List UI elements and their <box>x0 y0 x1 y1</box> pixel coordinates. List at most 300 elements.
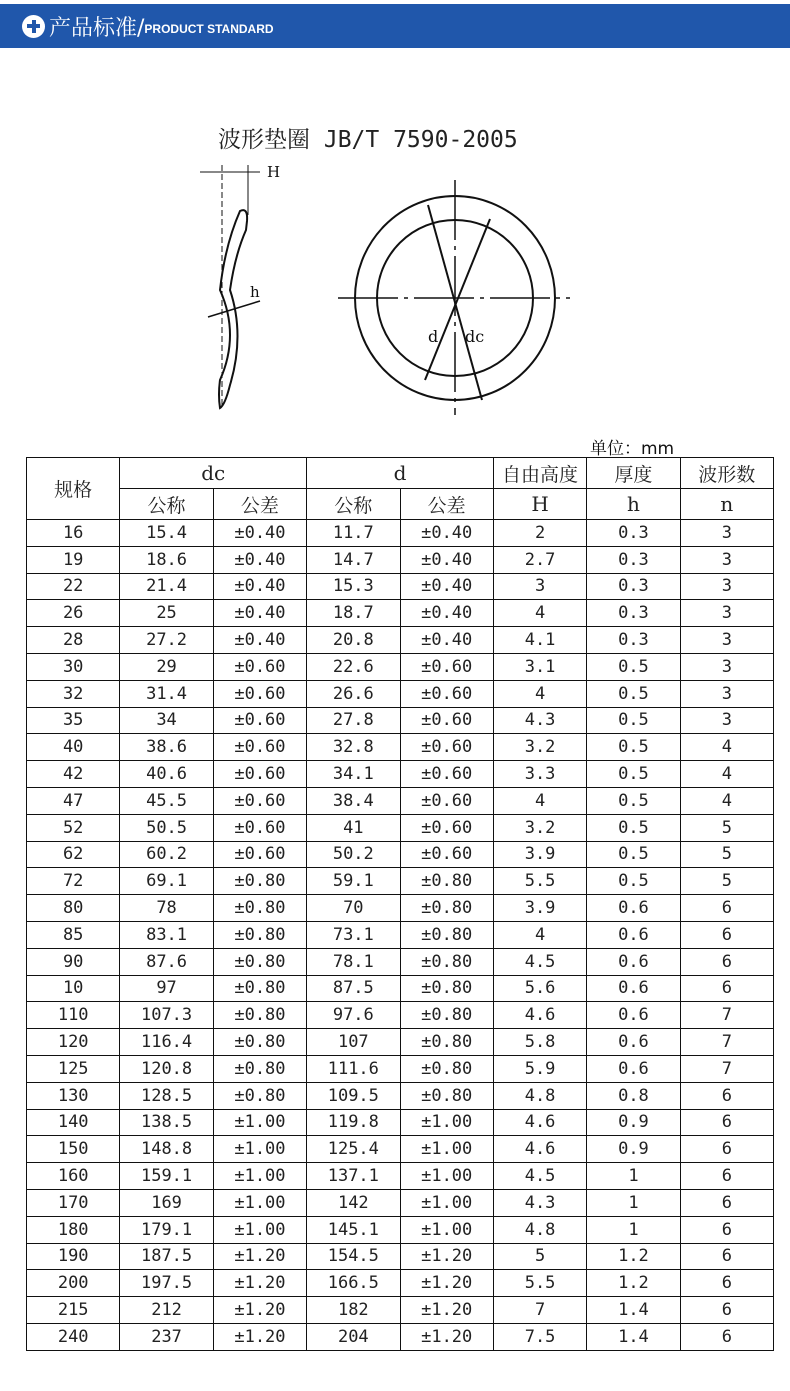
cell-spec: 240 <box>27 1323 120 1350</box>
cell-free-height: 4 <box>493 680 586 707</box>
cell-dc-nominal: 159.1 <box>120 1163 213 1190</box>
cell-free-height: 3.1 <box>493 653 586 680</box>
wave-washer-drawing <box>190 155 590 415</box>
cell-wave-count: 6 <box>680 948 773 975</box>
cell-d-nominal: 14.7 <box>307 546 400 573</box>
cell-d-tolerance: ±0.80 <box>400 1002 493 1029</box>
cell-wave-count: 6 <box>680 1163 773 1190</box>
cell-dc-tolerance: ±0.60 <box>213 814 306 841</box>
cell-d-nominal: 38.4 <box>307 787 400 814</box>
section-banner <box>0 4 790 48</box>
cell-thickness: 0.5 <box>587 653 680 680</box>
cell-dc-tolerance: ±0.60 <box>213 680 306 707</box>
cell-free-height: 3.2 <box>493 734 586 761</box>
cell-dc-tolerance: ±0.80 <box>213 975 306 1002</box>
cell-wave-count: 6 <box>680 1270 773 1297</box>
cell-spec: 170 <box>27 1189 120 1216</box>
cell-spec: 16 <box>27 520 120 547</box>
cell-wave-count: 6 <box>680 1109 773 1136</box>
cell-d-tolerance: ±0.80 <box>400 948 493 975</box>
table-row <box>27 1189 774 1216</box>
cell-thickness: 0.9 <box>587 1109 680 1136</box>
cell-spec: 42 <box>27 761 120 788</box>
H-label: H <box>267 163 281 181</box>
cell-dc-nominal: 212 <box>120 1297 213 1324</box>
cell-d-nominal: 97.6 <box>307 1002 400 1029</box>
cell-d-nominal: 204 <box>307 1323 400 1350</box>
header-d-nominal: 公称 <box>307 489 400 520</box>
header-dc-tolerance: 公差 <box>213 489 306 520</box>
cell-d-nominal: 20.8 <box>307 627 400 654</box>
table-row <box>27 975 774 1002</box>
front-view <box>338 180 570 415</box>
cell-free-height: 4.8 <box>493 1082 586 1109</box>
cell-dc-tolerance: ±1.20 <box>213 1243 306 1270</box>
cell-spec: 125 <box>27 1055 120 1082</box>
d-label: d <box>428 327 439 346</box>
cell-spec: 190 <box>27 1243 120 1270</box>
cell-free-height: 4 <box>493 787 586 814</box>
cell-d-nominal: 59.1 <box>307 868 400 895</box>
cell-dc-nominal: 45.5 <box>120 787 213 814</box>
cell-dc-tolerance: ±0.40 <box>213 573 306 600</box>
cell-free-height: 3.2 <box>493 814 586 841</box>
cell-dc-tolerance: ±0.60 <box>213 653 306 680</box>
table-row <box>27 895 774 922</box>
table-row <box>27 1323 774 1350</box>
cell-free-height: 3 <box>493 573 586 600</box>
banner-title: 产品标准/ <box>49 15 145 41</box>
header-spec: 规格 <box>27 458 120 520</box>
cell-free-height: 2.7 <box>493 546 586 573</box>
cell-wave-count: 3 <box>680 520 773 547</box>
cell-dc-nominal: 21.4 <box>120 573 213 600</box>
cell-dc-tolerance: ±0.80 <box>213 921 306 948</box>
unit-label: 单位：mm <box>590 439 675 459</box>
cell-free-height: 4.6 <box>493 1002 586 1029</box>
cell-free-height: 4.5 <box>493 1163 586 1190</box>
cell-d-tolerance: ±1.20 <box>400 1323 493 1350</box>
cell-d-tolerance: ±0.40 <box>400 520 493 547</box>
cell-dc-nominal: 116.4 <box>120 1029 213 1056</box>
cell-d-tolerance: ±0.80 <box>400 1055 493 1082</box>
cell-dc-tolerance: ±1.20 <box>213 1297 306 1324</box>
cell-dc-nominal: 15.4 <box>120 520 213 547</box>
cell-d-tolerance: ±0.40 <box>400 600 493 627</box>
table-row <box>27 1216 774 1243</box>
cell-free-height: 4.5 <box>493 948 586 975</box>
cell-dc-tolerance: ±1.00 <box>213 1189 306 1216</box>
cell-wave-count: 4 <box>680 734 773 761</box>
cell-dc-tolerance: ±0.80 <box>213 948 306 975</box>
cell-d-tolerance: ±0.60 <box>400 734 493 761</box>
table-row <box>27 680 774 707</box>
cell-thickness: 0.6 <box>587 948 680 975</box>
cell-dc-nominal: 34 <box>120 707 213 734</box>
table-row <box>27 761 774 788</box>
cell-wave-count: 6 <box>680 1297 773 1324</box>
dc-label: dc <box>465 327 485 346</box>
table-row <box>27 1029 774 1056</box>
cell-d-nominal: 32.8 <box>307 734 400 761</box>
table-row <box>27 546 774 573</box>
cell-wave-count: 7 <box>680 1055 773 1082</box>
cell-d-tolerance: ±0.80 <box>400 975 493 1002</box>
cell-dc-tolerance: ±1.00 <box>213 1163 306 1190</box>
cell-thickness: 1.4 <box>587 1323 680 1350</box>
cell-d-nominal: 50.2 <box>307 841 400 868</box>
cell-free-height: 4 <box>493 921 586 948</box>
cell-dc-tolerance: ±1.00 <box>213 1109 306 1136</box>
table-row <box>27 1055 774 1082</box>
cell-spec: 110 <box>27 1002 120 1029</box>
cell-d-nominal: 182 <box>307 1297 400 1324</box>
cell-spec: 10 <box>27 975 120 1002</box>
table-row <box>27 1109 774 1136</box>
cell-dc-tolerance: ±0.80 <box>213 895 306 922</box>
cell-dc-tolerance: ±0.60 <box>213 707 306 734</box>
cell-thickness: 0.5 <box>587 707 680 734</box>
cell-wave-count: 3 <box>680 627 773 654</box>
cell-d-tolerance: ±0.80 <box>400 868 493 895</box>
cell-d-nominal: 125.4 <box>307 1136 400 1163</box>
table-row <box>27 921 774 948</box>
cell-thickness: 0.6 <box>587 895 680 922</box>
cell-wave-count: 4 <box>680 761 773 788</box>
cell-thickness: 0.5 <box>587 868 680 895</box>
cell-spec: 215 <box>27 1297 120 1324</box>
side-view <box>200 163 280 408</box>
cell-d-nominal: 27.8 <box>307 707 400 734</box>
cell-thickness: 0.9 <box>587 1136 680 1163</box>
cell-d-nominal: 34.1 <box>307 761 400 788</box>
cell-free-height: 5.6 <box>493 975 586 1002</box>
cell-d-tolerance: ±0.60 <box>400 814 493 841</box>
cell-free-height: 3.9 <box>493 841 586 868</box>
cell-dc-tolerance: ±0.60 <box>213 787 306 814</box>
cell-dc-nominal: 69.1 <box>120 868 213 895</box>
cell-d-tolerance: ±1.00 <box>400 1189 493 1216</box>
cell-dc-nominal: 27.2 <box>120 627 213 654</box>
cell-thickness: 0.3 <box>587 520 680 547</box>
table-row <box>27 1082 774 1109</box>
cell-spec: 72 <box>27 868 120 895</box>
cell-d-tolerance: ±0.60 <box>400 653 493 680</box>
cell-free-height: 4.3 <box>493 707 586 734</box>
cell-thickness: 0.5 <box>587 734 680 761</box>
cell-free-height: 3.9 <box>493 895 586 922</box>
cell-wave-count: 5 <box>680 841 773 868</box>
header-n: n <box>680 489 773 520</box>
cell-d-tolerance: ±1.00 <box>400 1216 493 1243</box>
cell-thickness: 0.5 <box>587 680 680 707</box>
cell-dc-tolerance: ±1.00 <box>213 1216 306 1243</box>
cell-thickness: 0.3 <box>587 573 680 600</box>
cell-wave-count: 6 <box>680 921 773 948</box>
cell-dc-tolerance: ±0.80 <box>213 1082 306 1109</box>
cell-spec: 85 <box>27 921 120 948</box>
cell-thickness: 1 <box>587 1189 680 1216</box>
cell-wave-count: 4 <box>680 787 773 814</box>
table-row <box>27 653 774 680</box>
cell-free-height: 4 <box>493 600 586 627</box>
cell-spec: 80 <box>27 895 120 922</box>
cell-free-height: 7 <box>493 1297 586 1324</box>
table-row <box>27 1002 774 1029</box>
cell-dc-nominal: 120.8 <box>120 1055 213 1082</box>
cell-spec: 150 <box>27 1136 120 1163</box>
cell-d-tolerance: ±1.00 <box>400 1109 493 1136</box>
cell-wave-count: 3 <box>680 600 773 627</box>
plus-circle-icon <box>22 15 45 38</box>
drawing-title: 波形垫圈 JB/T 7590-2005 <box>218 127 518 153</box>
cell-spec: 140 <box>27 1109 120 1136</box>
header-h: h <box>587 489 680 520</box>
cell-free-height: 3.3 <box>493 761 586 788</box>
cell-wave-count: 3 <box>680 653 773 680</box>
table-row <box>27 1163 774 1190</box>
cell-d-nominal: 26.6 <box>307 680 400 707</box>
banner-subtitle: PRODUCT STANDARD <box>144 22 274 36</box>
cell-wave-count: 6 <box>680 1136 773 1163</box>
cell-thickness: 1 <box>587 1216 680 1243</box>
table-row <box>27 814 774 841</box>
cell-d-nominal: 78.1 <box>307 948 400 975</box>
cell-spec: 19 <box>27 546 120 573</box>
cell-dc-nominal: 60.2 <box>120 841 213 868</box>
cell-wave-count: 6 <box>680 1243 773 1270</box>
cell-d-nominal: 11.7 <box>307 520 400 547</box>
table-row <box>27 734 774 761</box>
cell-free-height: 5 <box>493 1243 586 1270</box>
cell-free-height: 5.5 <box>493 1270 586 1297</box>
cell-thickness: 0.6 <box>587 1055 680 1082</box>
table-row <box>27 787 774 814</box>
cell-wave-count: 5 <box>680 868 773 895</box>
cell-thickness: 1.4 <box>587 1297 680 1324</box>
cell-spec: 35 <box>27 707 120 734</box>
table-row <box>27 520 774 547</box>
cell-dc-nominal: 87.6 <box>120 948 213 975</box>
cell-dc-nominal: 38.6 <box>120 734 213 761</box>
cell-d-nominal: 166.5 <box>307 1270 400 1297</box>
cell-thickness: 0.3 <box>587 546 680 573</box>
table-row <box>27 1270 774 1297</box>
cell-dc-nominal: 83.1 <box>120 921 213 948</box>
cell-dc-tolerance: ±0.40 <box>213 600 306 627</box>
spec-table <box>26 457 774 1351</box>
cell-d-nominal: 87.5 <box>307 975 400 1002</box>
table-row <box>27 627 774 654</box>
cell-spec: 47 <box>27 787 120 814</box>
cell-d-tolerance: ±1.00 <box>400 1136 493 1163</box>
table-row <box>27 1136 774 1163</box>
cell-d-tolerance: ±0.60 <box>400 787 493 814</box>
cell-thickness: 0.5 <box>587 814 680 841</box>
cell-spec: 26 <box>27 600 120 627</box>
cell-d-tolerance: ±0.80 <box>400 1082 493 1109</box>
cell-spec: 32 <box>27 680 120 707</box>
cell-d-tolerance: ±1.20 <box>400 1270 493 1297</box>
cell-wave-count: 3 <box>680 707 773 734</box>
cell-thickness: 0.6 <box>587 1002 680 1029</box>
cell-d-tolerance: ±0.60 <box>400 707 493 734</box>
cell-wave-count: 3 <box>680 546 773 573</box>
cell-wave-count: 6 <box>680 1323 773 1350</box>
header-wave-count: 波形数 <box>680 458 773 489</box>
cell-dc-tolerance: ±1.00 <box>213 1136 306 1163</box>
header-dc: dc <box>120 458 307 489</box>
table-row <box>27 841 774 868</box>
cell-thickness: 1 <box>587 1163 680 1190</box>
table-row <box>27 1297 774 1324</box>
cell-spec: 28 <box>27 627 120 654</box>
header-thickness: 厚度 <box>587 458 680 489</box>
header-d: d <box>307 458 494 489</box>
cell-d-tolerance: ±0.40 <box>400 573 493 600</box>
cell-wave-count: 6 <box>680 975 773 1002</box>
cell-d-tolerance: ±0.80 <box>400 1029 493 1056</box>
cell-d-nominal: 41 <box>307 814 400 841</box>
table-row <box>27 573 774 600</box>
cell-thickness: 0.5 <box>587 841 680 868</box>
header-dc-nominal: 公称 <box>120 489 213 520</box>
cell-thickness: 0.3 <box>587 600 680 627</box>
cell-free-height: 5.8 <box>493 1029 586 1056</box>
table-row <box>27 600 774 627</box>
table-row <box>27 1243 774 1270</box>
cell-free-height: 4.3 <box>493 1189 586 1216</box>
cell-dc-nominal: 18.6 <box>120 546 213 573</box>
cell-d-tolerance: ±1.20 <box>400 1297 493 1324</box>
h-label: h <box>250 283 260 301</box>
cell-d-tolerance: ±0.60 <box>400 761 493 788</box>
cell-thickness: 1.2 <box>587 1270 680 1297</box>
cell-spec: 160 <box>27 1163 120 1190</box>
cell-dc-tolerance: ±0.40 <box>213 520 306 547</box>
cell-free-height: 5.5 <box>493 868 586 895</box>
cell-thickness: 1.2 <box>587 1243 680 1270</box>
cell-d-nominal: 109.5 <box>307 1082 400 1109</box>
cell-wave-count: 6 <box>680 895 773 922</box>
cell-d-tolerance: ±0.60 <box>400 841 493 868</box>
cell-dc-nominal: 138.5 <box>120 1109 213 1136</box>
cell-dc-nominal: 25 <box>120 600 213 627</box>
cell-free-height: 4.6 <box>493 1136 586 1163</box>
cell-free-height: 5.9 <box>493 1055 586 1082</box>
cell-dc-nominal: 128.5 <box>120 1082 213 1109</box>
cell-d-nominal: 137.1 <box>307 1163 400 1190</box>
cell-d-tolerance: ±0.60 <box>400 680 493 707</box>
table-row <box>27 948 774 975</box>
cell-dc-tolerance: ±0.80 <box>213 868 306 895</box>
cell-wave-count: 5 <box>680 814 773 841</box>
cell-d-tolerance: ±0.40 <box>400 627 493 654</box>
cell-free-height: 4.1 <box>493 627 586 654</box>
cell-d-nominal: 119.8 <box>307 1109 400 1136</box>
cell-spec: 120 <box>27 1029 120 1056</box>
header-d-tolerance: 公差 <box>400 489 493 520</box>
cell-d-tolerance: ±1.20 <box>400 1243 493 1270</box>
cell-d-tolerance: ±1.00 <box>400 1163 493 1190</box>
cell-spec: 62 <box>27 841 120 868</box>
cell-wave-count: 6 <box>680 1189 773 1216</box>
cell-d-nominal: 15.3 <box>307 573 400 600</box>
cell-free-height: 4.6 <box>493 1109 586 1136</box>
cell-wave-count: 7 <box>680 1002 773 1029</box>
cell-thickness: 0.6 <box>587 975 680 1002</box>
cell-dc-nominal: 50.5 <box>120 814 213 841</box>
cell-dc-tolerance: ±0.80 <box>213 1029 306 1056</box>
cell-thickness: 0.3 <box>587 627 680 654</box>
cell-dc-nominal: 31.4 <box>120 680 213 707</box>
cell-dc-tolerance: ±1.20 <box>213 1270 306 1297</box>
cell-d-nominal: 22.6 <box>307 653 400 680</box>
cell-d-nominal: 142 <box>307 1189 400 1216</box>
cell-dc-nominal: 78 <box>120 895 213 922</box>
cell-dc-nominal: 237 <box>120 1323 213 1350</box>
cell-dc-nominal: 97 <box>120 975 213 1002</box>
cell-dc-tolerance: ±0.80 <box>213 1055 306 1082</box>
cell-spec: 30 <box>27 653 120 680</box>
cell-d-nominal: 73.1 <box>307 921 400 948</box>
cell-wave-count: 6 <box>680 1082 773 1109</box>
cell-d-nominal: 18.7 <box>307 600 400 627</box>
cell-d-nominal: 154.5 <box>307 1243 400 1270</box>
cell-dc-tolerance: ±0.60 <box>213 761 306 788</box>
cell-free-height: 4.8 <box>493 1216 586 1243</box>
cell-wave-count: 7 <box>680 1029 773 1056</box>
cell-spec: 180 <box>27 1216 120 1243</box>
header-free-height: 自由高度 <box>493 458 586 489</box>
cell-dc-tolerance: ±1.20 <box>213 1323 306 1350</box>
cell-dc-nominal: 40.6 <box>120 761 213 788</box>
cell-dc-nominal: 187.5 <box>120 1243 213 1270</box>
cell-dc-nominal: 148.8 <box>120 1136 213 1163</box>
cell-spec: 40 <box>27 734 120 761</box>
cell-free-height: 2 <box>493 520 586 547</box>
cell-thickness: 0.5 <box>587 787 680 814</box>
cell-thickness: 0.6 <box>587 921 680 948</box>
cell-dc-tolerance: ±0.40 <box>213 627 306 654</box>
table-row <box>27 707 774 734</box>
cell-dc-tolerance: ±0.80 <box>213 1002 306 1029</box>
cell-free-height: 7.5 <box>493 1323 586 1350</box>
cell-dc-nominal: 29 <box>120 653 213 680</box>
cell-spec: 22 <box>27 573 120 600</box>
cell-wave-count: 6 <box>680 1216 773 1243</box>
cell-dc-nominal: 107.3 <box>120 1002 213 1029</box>
cell-wave-count: 3 <box>680 573 773 600</box>
cell-dc-tolerance: ±0.60 <box>213 734 306 761</box>
cell-spec: 130 <box>27 1082 120 1109</box>
cell-d-tolerance: ±0.80 <box>400 921 493 948</box>
cell-spec: 200 <box>27 1270 120 1297</box>
cell-dc-tolerance: ±0.60 <box>213 841 306 868</box>
cell-spec: 90 <box>27 948 120 975</box>
cell-thickness: 0.5 <box>587 761 680 788</box>
cell-d-nominal: 145.1 <box>307 1216 400 1243</box>
cell-dc-nominal: 169 <box>120 1189 213 1216</box>
cell-dc-tolerance: ±0.40 <box>213 546 306 573</box>
cell-d-nominal: 70 <box>307 895 400 922</box>
cell-dc-nominal: 179.1 <box>120 1216 213 1243</box>
header-H: H <box>493 489 586 520</box>
cell-thickness: 0.8 <box>587 1082 680 1109</box>
cell-d-nominal: 111.6 <box>307 1055 400 1082</box>
cell-d-tolerance: ±0.40 <box>400 546 493 573</box>
cell-d-tolerance: ±0.80 <box>400 895 493 922</box>
